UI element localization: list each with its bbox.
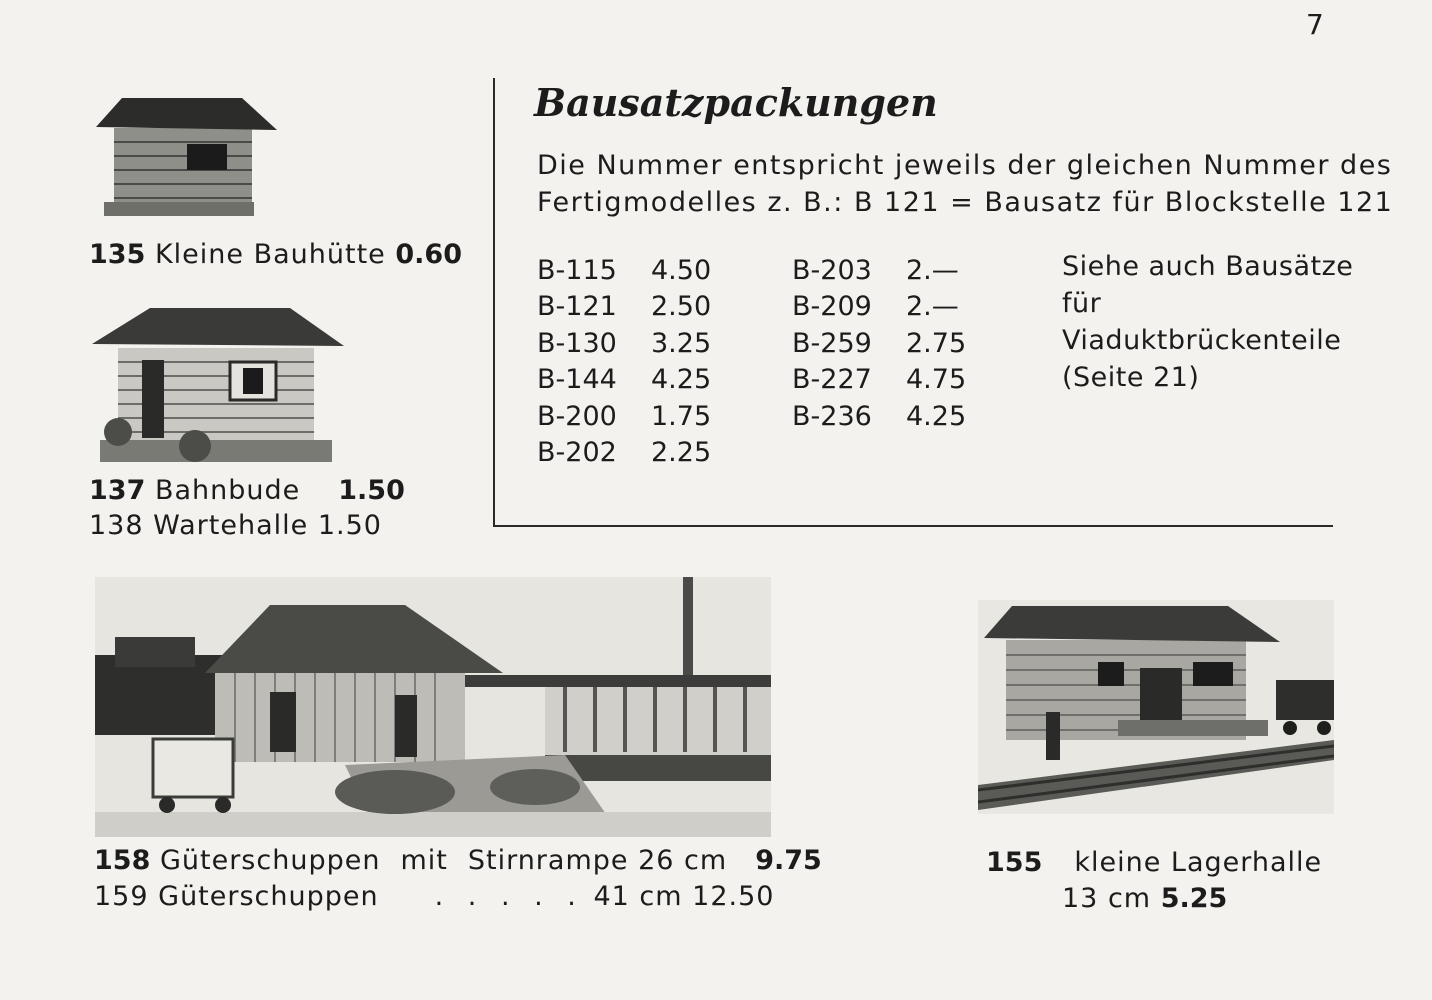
product-158-label: 158 Güterschuppen mit Stirnrampe 26 cm 9.75 bbox=[94, 845, 822, 876]
kit-list-right bbox=[792, 255, 966, 437]
product-137-image bbox=[90, 300, 350, 468]
section-divider-vertical bbox=[493, 78, 495, 525]
note-line: Siehe auch Bausätze bbox=[1062, 251, 1354, 282]
product-155-label: 155 kleine Lagerhalle bbox=[986, 847, 1323, 878]
product-159-label: 159 Güterschuppen . . . . . 41 cm 12.50 bbox=[94, 881, 775, 912]
kit-row: B-115 4.50 bbox=[537, 255, 712, 286]
kit-row: B-144 4.25 bbox=[537, 364, 712, 396]
section-title: Bausatzpackungen bbox=[534, 80, 938, 125]
kit-list-left bbox=[537, 255, 711, 473]
kit-row: B-203 2.— bbox=[792, 255, 959, 286]
product-155-photo bbox=[978, 600, 1334, 814]
product-158-photo bbox=[95, 577, 771, 837]
section-divider-horizontal bbox=[493, 525, 1333, 527]
kit-row: B-202 2.25 bbox=[537, 436, 712, 468]
note-line: Viaduktbrückenteile bbox=[1062, 325, 1342, 356]
kit-row: B-209 2.— bbox=[792, 291, 959, 323]
kit-row: B-227 4.75 bbox=[792, 364, 967, 396]
intro-line: Fertigmodelles z. B.: B 121 = Bausatz für Blockstelle 121 bbox=[537, 187, 1394, 218]
kit-row: B-259 2.75 bbox=[792, 327, 967, 359]
note-line: für bbox=[1062, 288, 1102, 319]
kit-row: B-130 3.25 bbox=[537, 327, 712, 359]
product-155-price: 13 cm 5.25 bbox=[1062, 883, 1228, 914]
product-135-label: 135 Kleine Bauhütte 0.60 bbox=[89, 239, 463, 270]
intro-text bbox=[537, 147, 1394, 221]
kit-row: B-121 2.50 bbox=[537, 291, 712, 323]
product-138-label: 138 Wartehalle 1.50 bbox=[89, 510, 382, 541]
intro-line: Die Nummer entspricht jeweils der gleichen Nummer des bbox=[537, 150, 1393, 181]
product-137-label: 137 Bahnbude 1.50 bbox=[89, 475, 405, 506]
kit-row: B-200 1.75 bbox=[537, 400, 712, 432]
product-135-image bbox=[92, 92, 282, 227]
kit-row: B-236 4.25 bbox=[792, 400, 967, 432]
note-line: (Seite 21) bbox=[1062, 362, 1200, 393]
page-number: 7 bbox=[1306, 8, 1324, 41]
see-also-note bbox=[1062, 248, 1353, 396]
